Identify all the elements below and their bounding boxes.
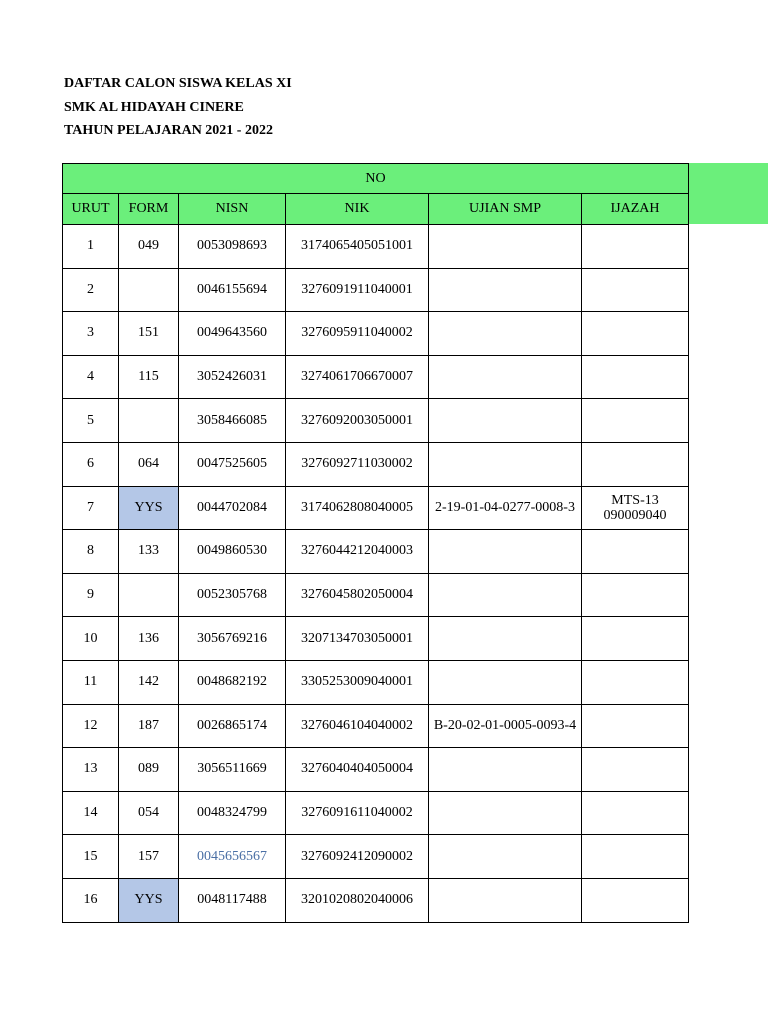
column-header-nisn: NISN	[179, 194, 286, 225]
cell-nisn	[179, 791, 286, 835]
table-row	[63, 748, 689, 792]
document-title-block	[64, 72, 292, 143]
cell-urut: 9	[63, 573, 119, 617]
cell-nisn	[179, 704, 286, 748]
cell-ijazah	[582, 312, 689, 356]
cell-urut: 4	[63, 355, 119, 399]
table-row	[63, 355, 689, 399]
table-row	[63, 878, 689, 922]
table-row	[63, 530, 689, 574]
cell-ijazah	[582, 530, 689, 574]
cell-urut: 2	[63, 268, 119, 312]
column-header-nik: NIK	[286, 194, 429, 225]
ijazah-line-2: 090009040	[603, 507, 667, 523]
cell-form	[119, 573, 179, 617]
cell-ujian-smp: B-20-02-01-0005-0093-4	[429, 704, 582, 748]
table-row	[63, 268, 689, 312]
column-header-form: FORM	[119, 194, 179, 225]
cell-nisn	[179, 617, 286, 661]
cell-nik: 3276045802050004	[286, 573, 429, 617]
cell-nik: 3276091911040001	[286, 268, 429, 312]
nisn-value: 0026865174	[197, 717, 267, 733]
cell-urut: 1	[63, 225, 119, 269]
cell-ijazah	[582, 225, 689, 269]
nisn-value: 0049860530	[197, 543, 267, 559]
cell-form: 136	[119, 617, 179, 661]
cell-ijazah	[582, 748, 689, 792]
cell-ijazah	[582, 660, 689, 704]
table-row	[63, 486, 689, 530]
cell-nik: 3174065405051001	[286, 225, 429, 269]
cell-ijazah	[582, 878, 689, 922]
cell-nisn	[179, 225, 286, 269]
cell-ujian-smp	[429, 791, 582, 835]
cell-urut: 5	[63, 399, 119, 443]
title-line-1: DAFTAR CALON SISWA KELAS XI	[64, 76, 292, 91]
table-row	[63, 573, 689, 617]
cell-urut: 14	[63, 791, 119, 835]
cell-nik: 3305253009040001	[286, 660, 429, 704]
cell-urut: 13	[63, 748, 119, 792]
cell-nik: 3276040404050004	[286, 748, 429, 792]
cell-ijazah	[582, 399, 689, 443]
cell-form: 157	[119, 835, 179, 879]
nisn-value: 0044702084	[197, 499, 267, 515]
group-header-no: NO	[63, 164, 689, 194]
cell-ujian-smp	[429, 399, 582, 443]
cell-ujian-smp	[429, 573, 582, 617]
column-header-row	[63, 194, 689, 225]
cell-ujian-smp	[429, 660, 582, 704]
cell-nisn	[179, 835, 286, 879]
cell-nik: 3274061706670007	[286, 355, 429, 399]
cell-form: 187	[119, 704, 179, 748]
table-row	[63, 312, 689, 356]
nisn-value: 0048682192	[197, 674, 267, 690]
cell-ijazah	[582, 704, 689, 748]
cell-ujian-smp	[429, 312, 582, 356]
cell-nisn	[179, 748, 286, 792]
cell-ijazah	[582, 791, 689, 835]
student-table	[62, 163, 689, 923]
cell-urut: 8	[63, 530, 119, 574]
cell-form: 142	[119, 660, 179, 704]
cell-urut: 7	[63, 486, 119, 530]
cell-form	[119, 399, 179, 443]
table-row	[63, 791, 689, 835]
nisn-value: 0045656567	[197, 848, 267, 864]
column-header-ujian-smp: UJIAN SMP	[429, 194, 582, 225]
cell-form: 151	[119, 312, 179, 356]
column-header-urut: URUT	[63, 194, 119, 225]
cell-nik: 3276046104040002	[286, 704, 429, 748]
title-line-2: SMK AL HIDAYAH CINERE	[64, 99, 244, 115]
cell-ujian-smp: 2-19-01-04-0277-0008-3	[429, 486, 582, 530]
cell-ijazah	[582, 835, 689, 879]
nisn-value: 3056769216	[197, 630, 267, 646]
cell-ijazah	[582, 617, 689, 661]
cell-nisn	[179, 573, 286, 617]
cell-form: YYS	[119, 486, 179, 530]
cell-nik: 3276095911040002	[286, 312, 429, 356]
cell-urut: 11	[63, 660, 119, 704]
nisn-value: 0049643560	[197, 325, 267, 341]
nisn-value: 3056511669	[197, 761, 267, 777]
nisn-value: 3058466085	[197, 412, 267, 428]
title-line-3: TAHUN PELAJARAN 2021 - 2022	[64, 123, 273, 138]
cell-nik: 3276091611040002	[286, 791, 429, 835]
cell-urut: 3	[63, 312, 119, 356]
cell-nisn	[179, 878, 286, 922]
cell-form: 089	[119, 748, 179, 792]
cell-nisn	[179, 268, 286, 312]
cell-nik: 3201020802040006	[286, 878, 429, 922]
table-row	[63, 835, 689, 879]
cell-nik: 3276092003050001	[286, 399, 429, 443]
nisn-value: 0046155694	[197, 281, 267, 297]
cell-nisn	[179, 530, 286, 574]
cell-form	[119, 268, 179, 312]
cell-ujian-smp	[429, 442, 582, 486]
cell-ujian-smp	[429, 268, 582, 312]
cell-ujian-smp	[429, 835, 582, 879]
nisn-value: 0048117488	[197, 892, 267, 908]
cell-ujian-smp	[429, 530, 582, 574]
cell-nik: 3207134703050001	[286, 617, 429, 661]
cell-ujian-smp	[429, 617, 582, 661]
cell-form: 054	[119, 791, 179, 835]
table-row	[63, 399, 689, 443]
nisn-value: 3052426031	[197, 369, 267, 385]
column-header-ijazah: IJAZAH	[582, 194, 689, 225]
cell-nisn	[179, 442, 286, 486]
cell-ujian-smp	[429, 748, 582, 792]
table-row	[63, 442, 689, 486]
cell-urut: 16	[63, 878, 119, 922]
table-row	[63, 660, 689, 704]
cell-ujian-smp	[429, 878, 582, 922]
cell-form: YYS	[119, 878, 179, 922]
cell-ijazah	[582, 486, 689, 530]
cell-urut: 15	[63, 835, 119, 879]
cell-nisn	[179, 355, 286, 399]
cell-ijazah	[582, 573, 689, 617]
cell-form: 064	[119, 442, 179, 486]
cell-form: 133	[119, 530, 179, 574]
cell-form: 115	[119, 355, 179, 399]
table-row	[63, 617, 689, 661]
table-row	[63, 704, 689, 748]
cell-nik: 3276044212040003	[286, 530, 429, 574]
ijazah-line-1: MTS-13	[611, 492, 659, 508]
nisn-value: 0052305768	[197, 587, 267, 603]
cell-form: 049	[119, 225, 179, 269]
cell-ijazah	[582, 268, 689, 312]
cell-nik: 3276092711030002	[286, 442, 429, 486]
cell-nisn	[179, 660, 286, 704]
cell-nisn	[179, 486, 286, 530]
cell-nik: 3174062808040005	[286, 486, 429, 530]
nisn-value: 0047525605	[197, 456, 267, 472]
header-fill-extension	[686, 163, 768, 224]
table-row	[63, 225, 689, 269]
cell-nisn	[179, 312, 286, 356]
cell-nik: 3276092412090002	[286, 835, 429, 879]
cell-urut: 10	[63, 617, 119, 661]
nisn-value: 0053098693	[197, 238, 267, 254]
cell-ujian-smp	[429, 355, 582, 399]
cell-urut: 12	[63, 704, 119, 748]
cell-urut: 6	[63, 442, 119, 486]
cell-ujian-smp	[429, 225, 582, 269]
cell-nisn	[179, 399, 286, 443]
group-header-row	[63, 164, 689, 194]
nisn-value: 0048324799	[197, 805, 267, 821]
cell-ijazah	[582, 442, 689, 486]
cell-ijazah	[582, 355, 689, 399]
